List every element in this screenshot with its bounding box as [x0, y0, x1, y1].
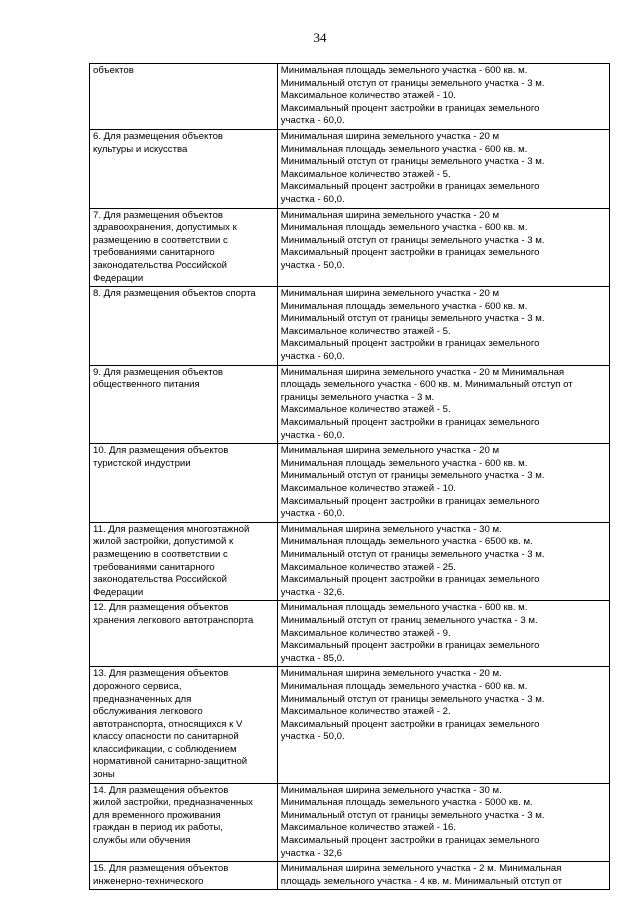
parameter-line: Максимальный процент застройки в границах земельного	[280, 181, 540, 193]
parameters-cell	[277, 129, 609, 208]
parameter-line: Минимальная ширина земельного участка - 30 м.	[280, 523, 502, 535]
permitted-use-line: объектов	[93, 65, 134, 76]
parameter-line: Минимальная ширина земельного участка - 20 м Минимальная	[280, 366, 565, 378]
table-row	[90, 64, 610, 130]
permitted-use-cell	[90, 601, 278, 667]
parameter-line: Максимальное количество этажей - 25.	[280, 561, 456, 573]
table-row	[90, 208, 610, 287]
parameter-line: Максимальный процент застройки в границах земельного	[280, 640, 540, 652]
parameter-line: Максимальный процент застройки в границах земельного	[280, 102, 540, 114]
permitted-use-cell	[90, 365, 278, 444]
permitted-use-line: инженерно-технического	[93, 875, 204, 887]
parameters-cell	[277, 522, 609, 601]
permitted-use-line: Федерации	[93, 586, 144, 598]
permitted-use-cell	[90, 129, 278, 208]
permitted-use-line: законодательства Российской	[93, 259, 228, 271]
permitted-use-line: 11. Для размещения многоэтажной	[93, 523, 250, 535]
parameter-line: Минимальная площадь земельного участка - 5000 кв. м.	[280, 797, 533, 809]
permitted-use-line: 8. Для размещения объектов спорта	[93, 288, 256, 300]
parameter-line: Максимальный процент застройки в границах земельного	[280, 574, 540, 586]
permitted-use-line: 10. Для размещения объектов	[93, 445, 229, 457]
parameter-line: Максимальный процент застройки в границах земельного	[280, 338, 540, 350]
parameter-line: Минимальный отступ от границы земельного участка - 3 м.	[280, 156, 545, 168]
parameter-line: Минимальный отступ от границы земельного участка - 3 м.	[280, 809, 545, 821]
parameter-line: участка - 50,0.	[280, 731, 345, 743]
permitted-use-line: для временного проживания	[93, 809, 221, 821]
parameter-line: Минимальная площадь земельного участка - 600 кв. м.	[280, 65, 528, 76]
parameter-line: Минимальная площадь земельного участка - 600 кв. м.	[280, 457, 528, 469]
parameter-line: Максимальный процент застройки в границах земельного	[280, 835, 540, 847]
parameter-line: участка - 60,0.	[280, 115, 345, 127]
parameters-cell	[277, 287, 609, 366]
parameter-line: Максимальный процент застройки в границах земельного	[280, 495, 540, 507]
parameter-line: участка - 32,6.	[280, 586, 345, 598]
parameter-line: Минимальная площадь земельного участка - 600 кв. м.	[280, 300, 528, 312]
permitted-use-line: здравоохранения, допустимых к	[93, 222, 237, 234]
permitted-use-line: зоны	[93, 769, 115, 781]
permitted-use-line: автотранспорта, относящихся к V	[93, 718, 243, 730]
parameter-line: Максимальный процент застройки в границах земельного	[280, 247, 540, 259]
parameter-line: Минимальная ширина земельного участка - 30 м.	[280, 784, 502, 796]
parameters-cell	[277, 862, 609, 890]
table-row	[90, 601, 610, 667]
permitted-use-line: 9. Для размещения объектов	[93, 366, 224, 378]
parameter-line: Минимальная ширина земельного участка - 20 м.	[280, 668, 502, 680]
parameter-line: Минимальная площадь земельного участка - 6500 кв. м.	[280, 536, 533, 548]
permitted-use-line: размещению в соответствии с	[93, 548, 228, 560]
permitted-use-line: Федерации	[93, 272, 144, 284]
permitted-use-line: общественного питания	[93, 379, 200, 391]
permitted-use-line: дорожного сервиса,	[93, 680, 182, 692]
parameters-cell	[277, 444, 609, 523]
table-row	[90, 522, 610, 601]
permitted-use-line: 14. Для размещения объектов	[93, 784, 229, 796]
parameter-line: Минимальный отступ от границы земельного участка - 3 м.	[280, 693, 545, 705]
parameter-line: площадь земельного участка - 600 кв. м. Минимальный отступ от	[280, 379, 573, 391]
parameter-line: границы земельного участка - 3 м.	[280, 391, 435, 403]
table-row	[90, 287, 610, 366]
parameter-line: площадь земельного участка - 4 кв. м. Минимальный отступ от	[280, 875, 562, 887]
parameter-line: Минимальная площадь земельного участка - 600 кв. м.	[280, 680, 528, 692]
permitted-use-cell	[90, 862, 278, 890]
parameters-cell	[277, 783, 609, 862]
permitted-use-line: туристской индустрии	[93, 457, 191, 469]
table-row	[90, 444, 610, 523]
permitted-use-cell	[90, 667, 278, 783]
parameter-line: Минимальная площадь земельного участка - 600 кв. м.	[280, 602, 528, 614]
parameter-line: участка - 60,0.	[280, 508, 345, 520]
parameter-line: Минимальная ширина земельного участка - 20 м	[280, 445, 500, 457]
parameter-line: участка - 32,6	[280, 847, 342, 859]
permitted-use-line: жилой застройки, допустимой к	[93, 536, 234, 548]
permitted-use-cell	[90, 208, 278, 287]
parameters-cell	[277, 601, 609, 667]
permitted-use-line: предназначенных для	[93, 693, 192, 705]
parameters-cell	[277, 64, 609, 130]
parameter-line: участка - 60,0.	[280, 193, 345, 205]
parameter-line: Максимальное количество этажей - 5.	[280, 168, 451, 180]
permitted-use-line: требованиями санитарного	[93, 561, 215, 573]
parameter-line: Максимальное количество этажей - 5.	[280, 404, 451, 416]
permitted-use-line: граждан в период их работы,	[93, 822, 223, 834]
parameter-line: Минимальная ширина земельного участка - 20 м	[280, 209, 500, 221]
parameter-line: Минимальный отступ от границы земельного участка - 3 м.	[280, 234, 545, 246]
table-body	[90, 64, 610, 890]
parameter-line: Максимальное количество этажей - 5.	[280, 325, 451, 337]
permitted-use-line: классу опасности по санитарной	[93, 731, 239, 743]
permitted-use-line: 7. Для размещения объектов	[93, 209, 224, 221]
parameter-line: Максимальное количество этажей - 9.	[280, 627, 451, 639]
parameter-line: Максимальный процент застройки в границах земельного	[280, 417, 540, 429]
permitted-use-cell	[90, 64, 278, 130]
parameter-line: Минимальный отступ от границы земельного участка - 3 м.	[280, 77, 545, 89]
permitted-use-line: размещению в соответствии с	[93, 234, 228, 246]
parameter-line: Максимальный процент застройки в границах земельного	[280, 718, 540, 730]
parameters-cell	[277, 365, 609, 444]
parameters-cell	[277, 667, 609, 783]
parameter-line: Минимальная площадь земельного участка - 600 кв. м.	[280, 143, 528, 155]
table-row	[90, 667, 610, 783]
permitted-use-line: 15. Для размещения объектов	[93, 863, 229, 875]
parameter-line: Максимальное количество этажей - 16.	[280, 822, 456, 834]
permitted-use-cell	[90, 287, 278, 366]
parameter-line: Минимальный отступ от границы земельного участка - 3 м.	[280, 470, 545, 482]
parameter-line: участка - 60,0.	[280, 351, 345, 363]
permitted-use-cell	[90, 783, 278, 862]
permitted-use-line: жилой застройки, предназначенных	[93, 797, 253, 809]
permitted-use-line: требованиями санитарного	[93, 247, 215, 259]
permitted-use-line: законодательства Российской	[93, 574, 228, 586]
permitted-use-line: культуры и искусства	[93, 143, 188, 155]
parameter-line: Минимальная ширина земельного участка - 2 м. Минимальная	[280, 863, 562, 875]
permitted-use-line: службы или обучения	[93, 835, 191, 847]
land-use-regulations-table	[89, 63, 610, 890]
parameter-line: Минимальный отступ от границы земельного участка - 3 м.	[280, 548, 545, 560]
table-row	[90, 129, 610, 208]
parameters-cell	[277, 208, 609, 287]
parameter-line: участка - 50,0.	[280, 259, 345, 271]
permitted-use-line: классификации, с соблюдением	[93, 743, 237, 755]
permitted-use-cell	[90, 522, 278, 601]
parameter-line: Максимальное количество этажей - 10.	[280, 483, 456, 494]
table-row	[90, 783, 610, 862]
permitted-use-line: хранения легкового автотранспорта	[93, 614, 254, 626]
parameter-line: Минимальная площадь земельного участка - 600 кв. м.	[280, 222, 528, 234]
page-number: 34	[313, 30, 327, 45]
parameter-line: Максимальное количество этажей - 2.	[280, 706, 451, 718]
permitted-use-line: обслуживания легкового	[93, 706, 203, 718]
parameter-line: Максимальное количество этажей - 10.	[280, 90, 456, 102]
parameter-line: Минимальный отступ от границ земельного участка - 3 м.	[280, 614, 538, 626]
permitted-use-line: нормативной санитарно-защитной	[93, 756, 248, 768]
permitted-use-line: 6. Для размещения объектов	[93, 130, 224, 142]
permitted-use-line: 12. Для размещения объектов	[93, 602, 229, 614]
permitted-use-line: 13. Для размещения объектов	[93, 668, 229, 680]
parameter-line: Минимальная ширина земельного участка - 20 м	[280, 130, 500, 142]
parameter-line: участка - 60,0.	[280, 429, 345, 441]
table-row	[90, 365, 610, 444]
parameter-line: Минимальный отступ от границы земельного участка - 3 м.	[280, 313, 545, 325]
parameter-line: Минимальная ширина земельного участка - 20 м	[280, 288, 500, 300]
parameter-line: участка - 85,0.	[280, 652, 345, 664]
permitted-use-cell	[90, 444, 278, 523]
table-row	[90, 862, 610, 890]
